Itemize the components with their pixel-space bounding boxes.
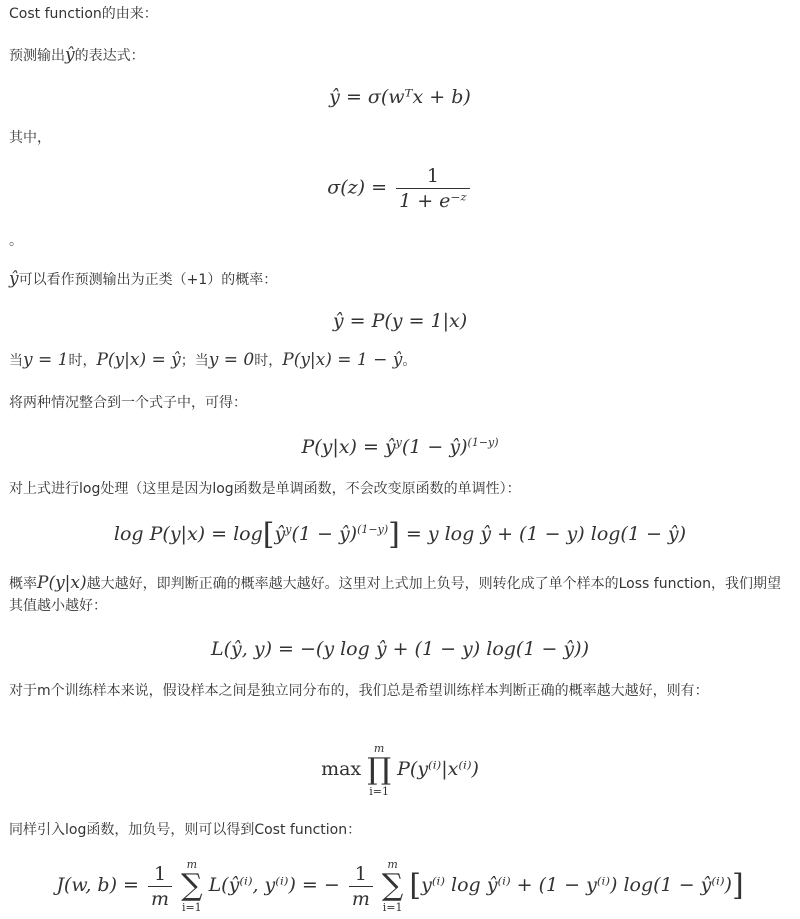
product-upper: m (373, 742, 385, 755)
loss-text-post: 越大越好，即判断正确的概率越大越好。这里对上式加上负号，则转化成了单个样本的Loss function，我们期望其值越小越好： (9, 576, 781, 614)
combine-text: 将两种情况整合到一个式子中，可得： (9, 395, 247, 411)
sigmoid-numerator: 1 (396, 164, 470, 189)
cost-equation (0, 858, 800, 914)
cost-frac-den-1: m (151, 887, 170, 910)
sum-lower-2: i=1 (382, 901, 403, 914)
left-bracket: [ (262, 517, 275, 552)
cost-fraction-2 (349, 862, 373, 911)
product-lower: i=1 (369, 785, 389, 798)
loss-intro (9, 572, 789, 617)
yhat-symbol: ŷ (65, 45, 75, 65)
cost-left-bracket: [ (409, 868, 422, 903)
section-title: Cost function的由来： (9, 6, 158, 22)
where-text: 其中， (9, 130, 51, 146)
yhat-symbol-2: ŷ (9, 269, 19, 289)
sigmoid-denominator: 1 + e⁻ᶻ (399, 190, 467, 212)
log-inner-a: ŷ (274, 523, 286, 545)
loss-text-math: P(y|x) (37, 573, 87, 593)
log-inner-exp-1: y (285, 522, 292, 536)
case-math-4: P(y|x) = 1 − ŷ (282, 350, 403, 370)
predict-intro (9, 44, 145, 67)
log-lhs: log P(y|x) = log (113, 523, 263, 545)
sum-operator-1 (181, 858, 202, 914)
log-text: 对上式进行log处理（这里是因为log函数是单调函数，不会改变原函数的单调性）： (9, 481, 521, 497)
case-line (9, 349, 416, 372)
max-label: max (321, 758, 362, 780)
log-inner-b: (1 − ŷ) (291, 523, 358, 545)
predict-intro-text: 预测输出 (9, 48, 65, 64)
combine-base: P(y|x) = ŷ (301, 436, 396, 458)
sigmoid-fraction (396, 164, 470, 213)
case-math-3: y = 0 (208, 350, 255, 370)
sum-symbol-2: ∑ (381, 868, 404, 903)
case-math-1: y = 1 (23, 350, 69, 370)
sigmoid-lhs: σ(z) = (327, 176, 388, 199)
cost-rhs: y⁽ⁱ⁾ log ŷ⁽ⁱ⁾ + (1 − y⁽ⁱ⁾) log(1 − ŷ⁽ⁱ⁾) (421, 874, 732, 896)
combine-mid: (1 − ŷ) (401, 436, 468, 458)
cost-right-bracket: ] (731, 868, 744, 903)
product-operator (367, 742, 391, 798)
predict-equation: ŷ = σ(wᵀx + b) (329, 86, 471, 108)
cost-lhs: J(w, b) = (56, 874, 139, 896)
log-inner-exp-2: (1−y) (357, 522, 389, 536)
max-product-equation (0, 742, 800, 798)
cost-fraction-1 (148, 862, 172, 911)
sum-operator-2 (382, 858, 403, 914)
log-equation (0, 517, 800, 552)
sum-upper-2: m (387, 858, 398, 871)
sigmoid-equation (0, 164, 800, 213)
sum-symbol-1: ∑ (181, 868, 203, 903)
cost-frac-num-1: 1 (148, 862, 172, 887)
case-math-2: P(y|x) = ŷ (96, 350, 181, 370)
case-text-3: ；当 (180, 353, 209, 369)
m-samples-text: 对于m个训练样本来说，假设样本之间是独立同分布的，我们总是希望训练样本判断正确的概率越大越好，则有： (9, 683, 709, 699)
prob-equation: ŷ = P(y = 1|x) (332, 310, 468, 332)
prob-intro (9, 268, 277, 291)
sum-upper-1: m (186, 858, 198, 871)
case-text-2: 时， (68, 353, 97, 369)
combine-exp-2: (1−y) (467, 435, 499, 449)
cost-text: 同样引入log函数，加负号，则可以得到Cost function： (9, 822, 362, 838)
loss-text-pre: 概率 (9, 576, 37, 592)
predict-intro-after: 的表达式： (74, 48, 145, 64)
prob-intro-text: 可以看作预测输出为正类（+1）的概率： (18, 272, 278, 288)
sum-lower-1: i=1 (181, 901, 202, 914)
cost-frac-den-2: m (351, 887, 370, 910)
cost-frac-num-2: 1 (349, 862, 373, 887)
case-text-5: 。 (402, 353, 417, 369)
combine-exp-1: y (395, 435, 402, 449)
case-text-4: 时， (254, 353, 283, 369)
loss-equation: L(ŷ, y) = −(y log ŷ + (1 − y) log(1 − ŷ)) (211, 638, 589, 660)
period-mark: 。 (9, 233, 23, 249)
cost-mid: L(ŷ⁽ⁱ⁾, y⁽ⁱ⁾) = − (208, 874, 340, 896)
case-text-1: 当 (9, 353, 23, 369)
product-body: P(y⁽ⁱ⁾|x⁽ⁱ⁾) (397, 758, 479, 780)
log-rhs: = y log ŷ + (1 − y) log(1 − ŷ) (405, 523, 687, 545)
right-bracket: ] (388, 517, 400, 552)
combine-equation (0, 434, 800, 460)
product-symbol: ∏ (367, 752, 392, 787)
